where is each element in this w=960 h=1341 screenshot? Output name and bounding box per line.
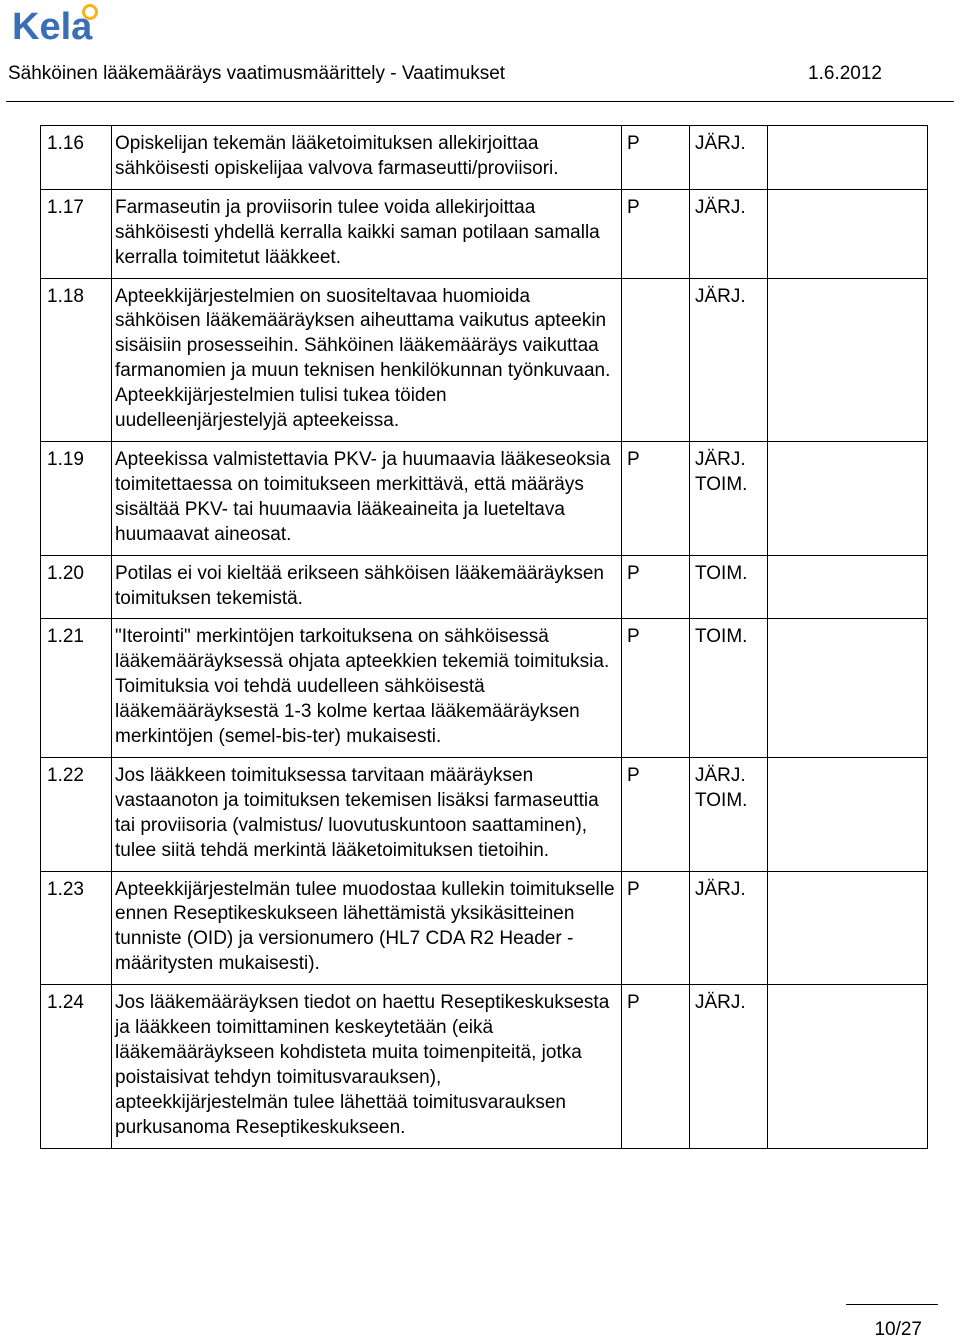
requirement-targets <box>690 441 768 555</box>
target-label: JÄRJ. <box>695 285 746 307</box>
requirement-priority: P <box>622 871 690 985</box>
requirement-targets <box>690 757 768 871</box>
empty-cell <box>768 189 928 278</box>
requirement-text: Farmaseutin ja proviisorin tulee voida allekirjoittaa sähköisesti yhdellä kerralla kaikki saman potilaan samalla kerralla toimitetut lääkkeet. <box>112 189 622 278</box>
empty-cell <box>768 619 928 758</box>
target-label: TOIM. <box>695 626 748 648</box>
requirements-table <box>40 125 928 1149</box>
requirement-id: 1.19 <box>41 441 112 555</box>
requirement-priority: P <box>622 189 690 278</box>
target-label: JÄRJ. <box>695 878 746 900</box>
requirement-text: Jos lääkkeen toimituksessa tarvitaan määräyksen vastaanoton ja toimituksen tekemisen lisäksi farmaseuttia tai proviisoria (valmistus/ luovutuskuntoon saattaminen), tulee siitä tehdä merkintä lääketoimituksen tietoihin. <box>112 757 622 871</box>
requirement-id: 1.24 <box>41 985 112 1148</box>
empty-cell <box>768 441 928 555</box>
kela-logo <box>12 2 102 46</box>
table-row <box>41 555 928 619</box>
document-date: 1.6.2012 <box>808 63 882 84</box>
target-label: TOIM. <box>695 473 748 495</box>
table-row <box>41 757 928 871</box>
table-row <box>41 871 928 985</box>
table-row <box>41 189 928 278</box>
requirement-text: Apteekkijärjestelmän tulee muodostaa kullekin toimitukselle ennen Reseptikeskukseen lähettämistä yksikäsitteinen tunniste (OID) ja versionumero (HL7 CDA R2 Header -määritysten mukaisesti). <box>112 871 622 985</box>
empty-cell <box>768 985 928 1148</box>
footer-divider <box>846 1304 938 1305</box>
target-label: JÄRJ. <box>695 196 746 218</box>
requirement-id: 1.16 <box>41 126 112 190</box>
table-row <box>41 126 928 190</box>
requirement-id: 1.18 <box>41 278 112 441</box>
target-label: JÄRJ. <box>695 764 746 786</box>
requirement-id: 1.23 <box>41 871 112 985</box>
empty-cell <box>768 757 928 871</box>
requirement-text: Apteekissa valmistettavia PKV- ja huumaavia lääkeseoksia toimitettaessa on toimitukseen merkittävä, että määräys sisältää PKV- tai huumaavia lääkeaineita ja lueteltava huumaavat aineosat. <box>112 441 622 555</box>
empty-cell <box>768 555 928 619</box>
table-row <box>41 441 928 555</box>
header-divider <box>6 101 954 102</box>
requirement-targets <box>690 555 768 619</box>
target-label: JÄRJ. <box>695 448 746 470</box>
requirement-priority: P <box>622 441 690 555</box>
target-label: JÄRJ. <box>695 992 746 1014</box>
target-label: TOIM. <box>695 789 748 811</box>
empty-cell <box>768 278 928 441</box>
requirement-targets <box>690 189 768 278</box>
requirement-priority: P <box>622 555 690 619</box>
requirement-targets <box>690 985 768 1148</box>
requirement-id: 1.22 <box>41 757 112 871</box>
requirement-targets <box>690 619 768 758</box>
requirement-priority <box>622 278 690 441</box>
document-title: Sähköinen lääkemääräys vaatimusmäärittely - Vaatimukset <box>8 63 506 84</box>
empty-cell <box>768 126 928 190</box>
requirement-priority: P <box>622 985 690 1148</box>
requirement-targets <box>690 871 768 985</box>
table-row <box>41 619 928 758</box>
requirement-id: 1.17 <box>41 189 112 278</box>
requirements-body <box>41 126 928 1149</box>
table-row <box>41 278 928 441</box>
requirement-text: Apteekkijärjestelmien on suositeltavaa huomioida sähköisen lääkemääräyksen aiheuttama vaikutus apteekin sisäisiin prosesseihin. Sähköinen lääkemääräys vaikuttaa farmanomien ja muun teknisen henkilökunnan työnkuvaan. Apteekkijärjestelmien tulisi tukea töiden uudelleenjärjestelyjä apteekeissa. <box>112 278 622 441</box>
requirement-targets <box>690 126 768 190</box>
target-label: JÄRJ. <box>695 133 746 154</box>
requirement-id: 1.21 <box>41 619 112 758</box>
page-number: 10/27 <box>874 1319 922 1340</box>
requirement-text: Potilas ei voi kieltää erikseen sähköisen lääkemääräyksen toimituksen tekemistä. <box>112 555 622 619</box>
requirement-targets <box>690 278 768 441</box>
requirement-text: Jos lääkemääräyksen tiedot on haettu Reseptikeskuksesta ja lääkkeen toimittaminen keskeytetään (eikä lääkemääräykseen kohdisteta muita toimenpiteitä, jotka poistaisivat tehdyn toimitusvarauksen), apteekkijärjestelmän tulee lähettää toimitusvarauksen purkusanoma Reseptikeskukseen. <box>112 985 622 1148</box>
target-label: TOIM. <box>695 562 748 584</box>
requirement-priority: P <box>622 619 690 758</box>
requirement-priority: P <box>622 126 690 190</box>
logo-wordmark: Kela <box>12 6 93 46</box>
requirement-text: "Iterointi" merkintöjen tarkoituksena on sähköisessä lääkemääräyksessä ohjata apteekkien tekemiä toimituksia. Toimituksia voi tehdä uudelleen sähköisestä lääkemääräyksestä 1-3 kolme kertaa lääkemääräyksen merkintöjen (semel-bis-ter) mukaisesti. <box>112 619 622 758</box>
requirement-text: Opiskelijan tekemän lääketoimituksen allekirjoittaa sähköisesti opiskelijaa valvova farmaseutti/proviisori. <box>112 126 622 190</box>
requirement-priority: P <box>622 757 690 871</box>
requirement-id: 1.20 <box>41 555 112 619</box>
table-row <box>41 985 928 1148</box>
empty-cell <box>768 871 928 985</box>
